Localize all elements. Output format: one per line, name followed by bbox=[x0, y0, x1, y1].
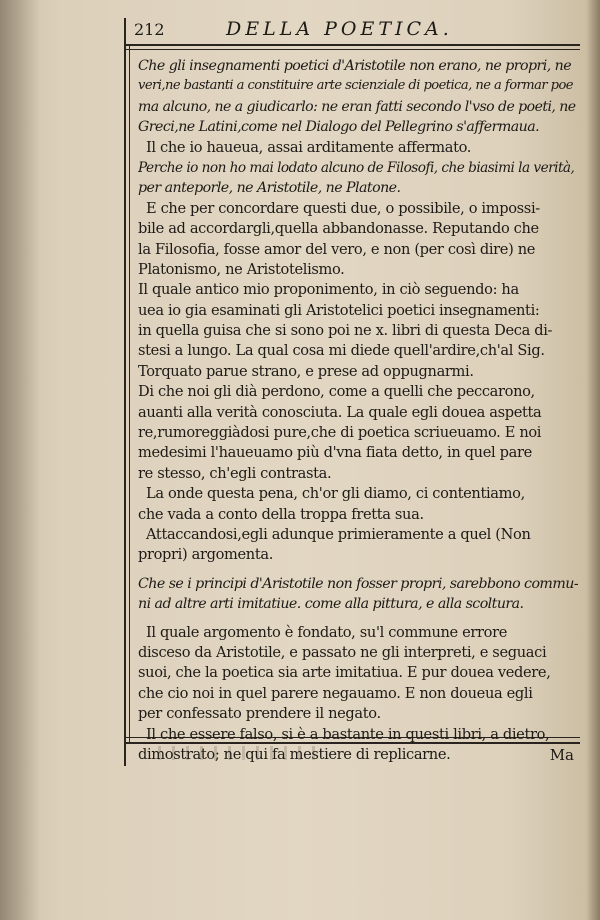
text-line: Il che essere falso, si è a bastante in questi libri, a dietro, bbox=[146, 725, 550, 743]
italic-quote-line: Perche io non ho mai lodato alcuno de Filosofi, che biasimi la verità, bbox=[138, 159, 575, 176]
paragraph-gap bbox=[138, 566, 578, 574]
page-edge-shadow bbox=[586, 0, 600, 920]
gutter-shadow bbox=[0, 0, 40, 920]
text-line: che vada a conto della troppa fretta sua. bbox=[138, 505, 424, 523]
paragraph-gap bbox=[138, 615, 578, 623]
italic-quote-line: Che gli insegnamenti poetici d'Aristotile non erano, ne propri, ne bbox=[138, 58, 572, 74]
text-line: medesimi l'haueuamo più d'vna fiata detto, in quel pare bbox=[138, 444, 532, 462]
italic-quote-line: Che se i principi d'Aristotile non fosser propri, sarebbono commu- bbox=[138, 575, 578, 592]
italic-quote-line: ni ad altre arti imitatiue. come alla pittura, e alla scoltura. bbox=[138, 596, 524, 613]
italic-quote-line: ma alcuno, ne a giudicarlo: ne eran fatti secondo l'vso de poeti, ne bbox=[138, 98, 576, 115]
faded-footer-marks bbox=[158, 746, 318, 760]
italic-quote-line: per anteporle, ne Aristotile, ne Platone. bbox=[138, 180, 401, 197]
text-line: dimostrato; ne qui fa mestiere di replicarne. bbox=[138, 745, 451, 763]
italic-quote-line: Greci,ne Latini,come nel Dialogo del Pellegrino s'affermaua. bbox=[138, 119, 540, 136]
text-line: che cio noi in quel parere negauamo. E non doueua egli bbox=[138, 684, 533, 702]
text-line: Attaccandosi,egli adunque primieramente a quel (Non bbox=[146, 525, 531, 543]
text-line: re stesso, ch'egli contrasta. bbox=[138, 464, 332, 482]
text-line: Di che noi gli dià perdono, come a quelli che peccarono, bbox=[138, 383, 535, 401]
text-line: uea io gia esaminati gli Aristotelici poetici insegnamenti: bbox=[138, 301, 540, 319]
text-frame bbox=[124, 18, 584, 766]
text-line: auanti alla verità conosciuta. La quale egli douea aspetta bbox=[138, 403, 542, 421]
text-line: per confessato prendere il negato. bbox=[138, 705, 381, 723]
left-border-rule bbox=[124, 18, 126, 766]
text-line: propri) argomenta. bbox=[138, 546, 274, 564]
body-text bbox=[138, 56, 578, 765]
text-line: stesi a lungo. La qual cosa mi diede quell'ardire,ch'al Sig. bbox=[138, 342, 545, 360]
text-line: bile ad accordargli,quella abbandonasse. Reputando che bbox=[138, 220, 539, 238]
running-head: DELLA POETICA. bbox=[226, 18, 453, 40]
text-line: in quella guisa che si sono poi ne x. libri di questa Deca di- bbox=[138, 322, 553, 340]
left-border-rule-inner bbox=[129, 44, 130, 744]
header-rule bbox=[124, 44, 580, 46]
page-number: 212 bbox=[134, 20, 165, 39]
page-header bbox=[134, 18, 580, 42]
text-line: E che per concordare questi due, o possibile, o impossi- bbox=[146, 199, 540, 217]
text-line: re,rumoreggiàdosi pure,che di poetica scriueuamo. E noi bbox=[138, 424, 542, 442]
text-line: disceso da Aristotile, e passato ne gli interpreti, e seguaci bbox=[138, 643, 547, 661]
text-line: Il quale argomento è fondato, su'l commune errore bbox=[146, 623, 508, 641]
italic-quote-line: veri,ne bastanti a constituire arte scienziale di poetica, ne a formar poe bbox=[138, 78, 573, 94]
page-footer bbox=[134, 746, 580, 766]
text-line: Il che io haueua, assai arditamente affermato. bbox=[146, 138, 472, 156]
text-line: suoi, che la poetica sia arte imitatiua. E pur douea vedere, bbox=[138, 664, 551, 682]
header-rule-inner bbox=[124, 49, 580, 50]
text-line: Torquato parue strano, e prese ad oppugnarmi. bbox=[138, 362, 474, 380]
text-line: Platonismo, ne Aristotelismo. bbox=[138, 260, 345, 278]
text-line: La onde questa pena, ch'or gli diamo, ci contentiamo, bbox=[146, 485, 525, 503]
text-line: la Filosofia, fosse amor del vero, e non (per così dire) ne bbox=[138, 240, 536, 258]
text-line: Il quale antico mio proponimento, in ciò seguendo: ha bbox=[138, 281, 519, 299]
catchword: Ma bbox=[549, 746, 574, 764]
